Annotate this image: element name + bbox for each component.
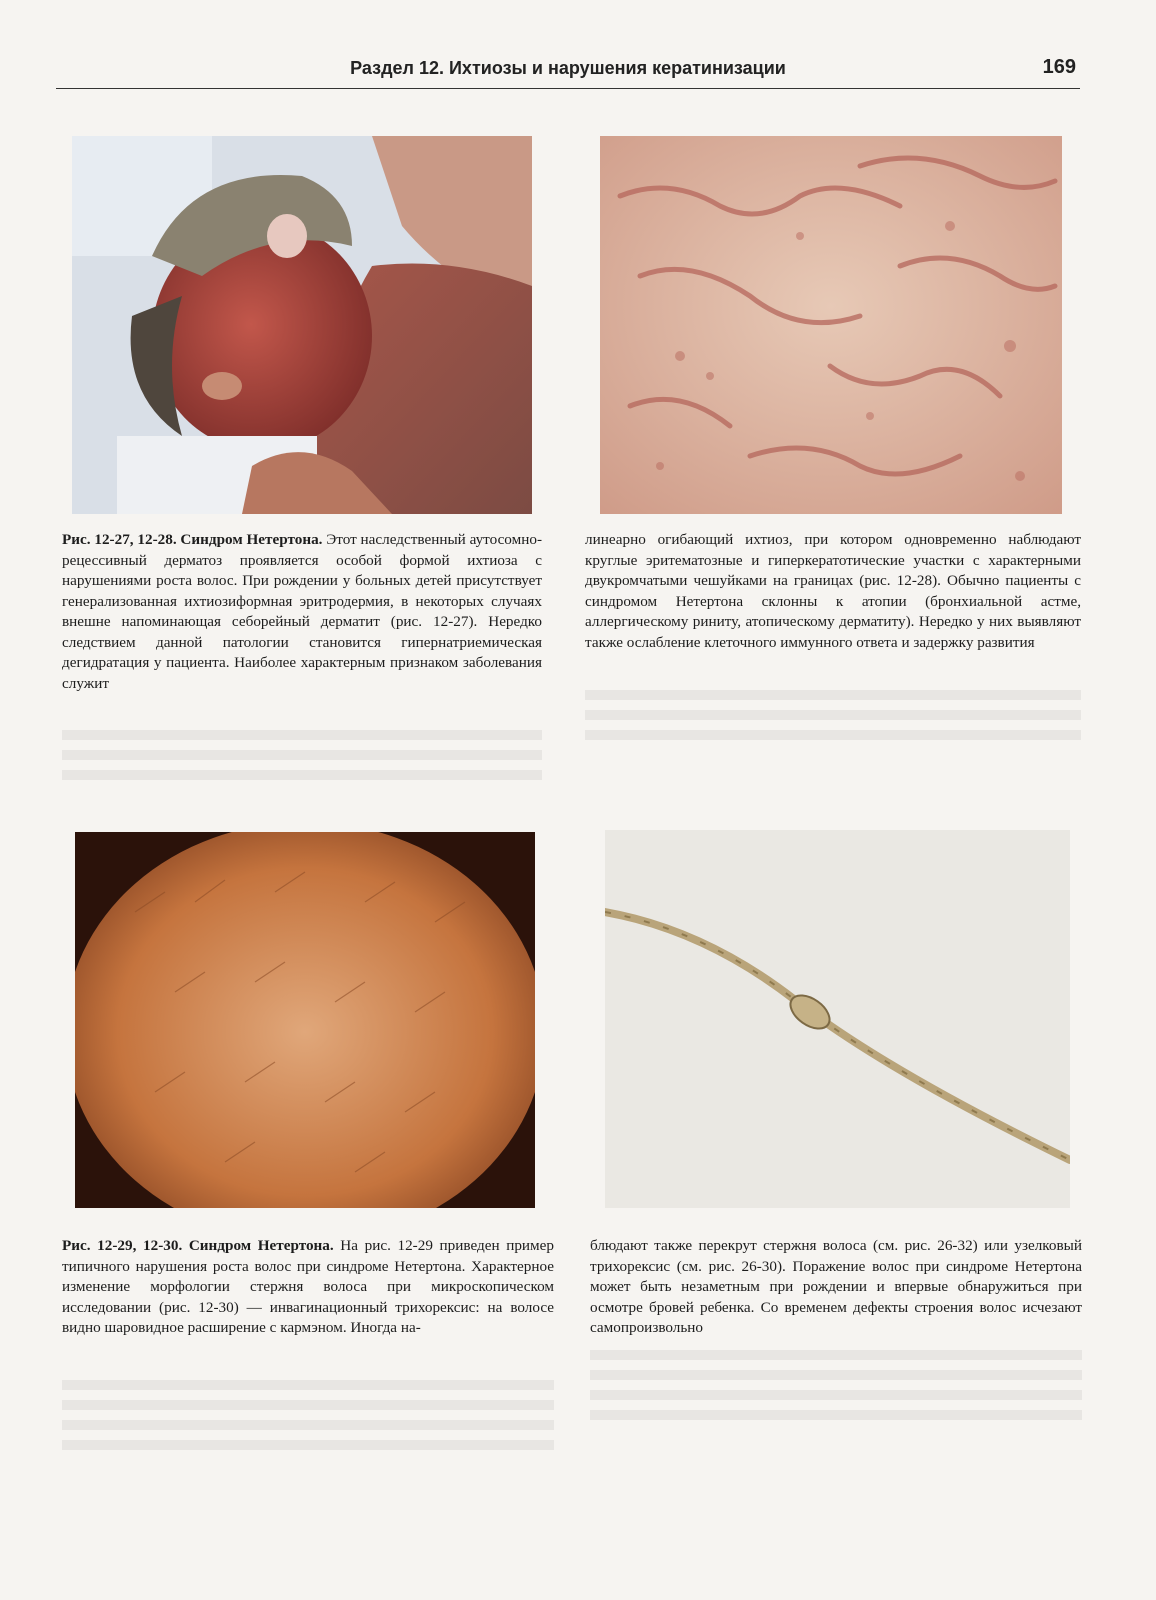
- caption-lead: Рис. 12-27, 12-28. Синдром Нетертона.: [62, 531, 323, 548]
- section-title: Раздел 12. Ихтиозы и нарушения кератинизации: [350, 58, 786, 78]
- caption-lead: Рис. 12-29, 12-30. Синдром Нетертона.: [62, 1237, 334, 1254]
- caption-figures-12-27-28-right: [585, 530, 1081, 653]
- bleed-through-text: [62, 1380, 554, 1460]
- caption-figures-12-29-30-left: [62, 1236, 554, 1339]
- caption-figures-12-27-28-left: [62, 530, 542, 694]
- caption-text: Этот наследственный аутосомно-рецессивный дерматоз проявляется особой формой ихтиоза с нарушениями роста волос. При рождении у больных детей присутствует генерализованная ихтиозиформная эритродермия, в некоторых случаях внешне напоминающая себорейный дерматит (рис. 12-27). Нередко следствием данной патологии становится гипернатриемическая дегидратация у пациента. Наиболее характерным признаком заболевания служит: [62, 531, 543, 692]
- figure-12-27-photo: [72, 136, 532, 514]
- page-number: 169: [1042, 56, 1076, 78]
- figure-12-29-photo: [75, 832, 535, 1208]
- caption-figures-12-29-30-right: [590, 1236, 1082, 1339]
- caption-text: блюдают также перекрут стержня волоса (см. рис. 26-32) или узелковый трихорексис (см. рис. 26-30). Поражение волос при синдроме Нетертона может быть незаметным при рождении и впервые обнаружиться при осмотре бровей ребенка. Со временем дефекты строения волос исчезают самопроизвольно: [590, 1237, 1082, 1336]
- figure-12-28-photo: [600, 136, 1062, 514]
- bleed-through-text: [62, 730, 542, 790]
- running-header: [56, 56, 1080, 89]
- bleed-through-text: [585, 690, 1081, 750]
- caption-text: На рис. 12-29 приведен пример типичного нарушения роста волос при синдроме Нетертона. Характерное изменение морфологии стержня волоса при микроскопическом исследовании (рис. 12-30) — инвагинационный трихорексис: на волосе видно шаровидное расширение с кармэном. Иногда на-: [62, 1237, 554, 1336]
- figure-12-30-photo: [605, 830, 1070, 1208]
- bleed-through-text: [590, 1350, 1082, 1430]
- caption-text: линеарно огибающий ихтиоз, при котором одновременно наблюдают круглые эритематозные и гиперкератотические участки с характерными двукромчатыми чешуйками на границах (рис. 12-28). Обычно пациенты с синдромом Нетертона склонны к атопии (бронхиальной астме, аллергическому риниту, атопическому дерматиту). Нередко у них выявляют также ослабление клеточного иммунного ответа и задержку развития: [585, 531, 1081, 651]
